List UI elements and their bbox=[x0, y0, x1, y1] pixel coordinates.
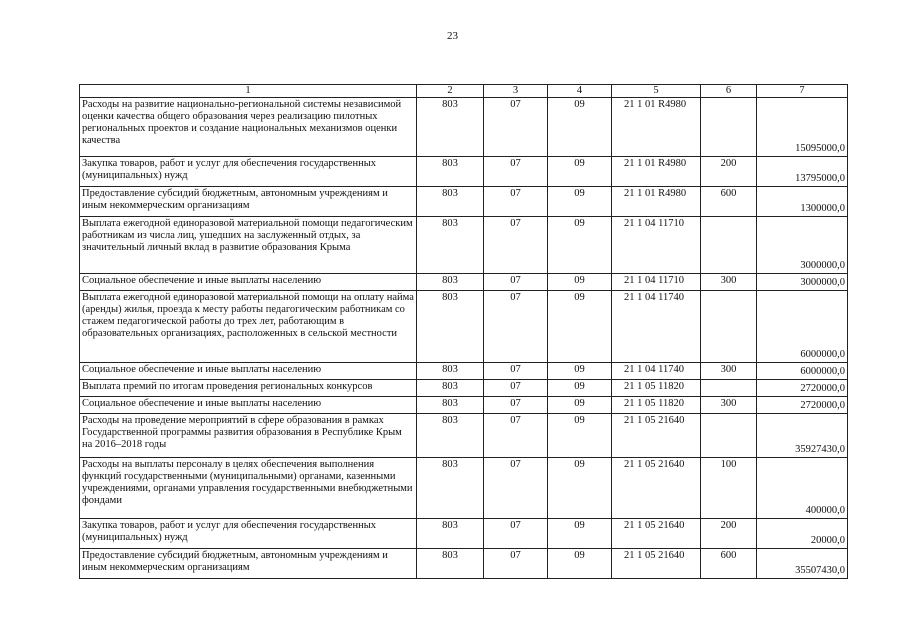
row-description: Выплата премий по итогам проведения региональных конкурсов bbox=[80, 380, 417, 397]
row-code-section: 07 bbox=[484, 519, 548, 549]
table-row bbox=[80, 291, 848, 363]
row-description: Закупка товаров, работ и услуг для обеспечения государственных (муниципальных) нужд bbox=[80, 519, 417, 549]
row-code-subsection: 09 bbox=[548, 380, 612, 397]
row-description: Закупка товаров, работ и услуг для обеспечения государственных (муниципальных) нужд bbox=[80, 157, 417, 187]
column-header: 1 bbox=[80, 85, 417, 98]
row-code-ministry: 803 bbox=[417, 187, 484, 217]
row-description: Социальное обеспечение и иные выплаты населению bbox=[80, 397, 417, 414]
row-code-ministry: 803 bbox=[417, 157, 484, 187]
row-code-expense-type: 200 bbox=[701, 519, 757, 549]
row-code-subsection: 09 bbox=[548, 519, 612, 549]
row-description: Выплата ежегодной единоразовой материальной помощи педагогическим работникам из числа лиц, ушедших на заслуженный отдых, за значительный личный вклад в развитие образования Крыма bbox=[80, 217, 417, 274]
row-code-target: 21 1 05 21640 bbox=[612, 414, 701, 458]
row-code-section: 07 bbox=[484, 187, 548, 217]
row-code-ministry: 803 bbox=[417, 217, 484, 274]
row-code-expense-type bbox=[701, 217, 757, 274]
row-code-ministry: 803 bbox=[417, 458, 484, 519]
table-row bbox=[80, 414, 848, 458]
column-number-header-row bbox=[80, 85, 848, 98]
budget-table bbox=[79, 84, 848, 579]
table-row bbox=[80, 274, 848, 291]
table-row bbox=[80, 519, 848, 549]
row-code-section: 07 bbox=[484, 274, 548, 291]
row-code-expense-type: 300 bbox=[701, 363, 757, 380]
row-code-subsection: 09 bbox=[548, 157, 612, 187]
row-amount: 2720000,0 bbox=[757, 380, 848, 397]
row-code-expense-type: 200 bbox=[701, 157, 757, 187]
row-amount: 2720000,0 bbox=[757, 397, 848, 414]
table-row bbox=[80, 187, 848, 217]
row-code-ministry: 803 bbox=[417, 549, 484, 579]
row-code-expense-type: 100 bbox=[701, 458, 757, 519]
row-code-expense-type: 300 bbox=[701, 397, 757, 414]
row-amount: 400000,0 bbox=[757, 458, 848, 519]
row-code-target: 21 1 04 11740 bbox=[612, 291, 701, 363]
row-code-section: 07 bbox=[484, 380, 548, 397]
row-amount: 6000000,0 bbox=[757, 291, 848, 363]
row-code-subsection: 09 bbox=[548, 291, 612, 363]
row-code-ministry: 803 bbox=[417, 519, 484, 549]
row-code-target: 21 1 05 21640 bbox=[612, 458, 701, 519]
row-code-subsection: 09 bbox=[548, 549, 612, 579]
row-amount: 3000000,0 bbox=[757, 274, 848, 291]
row-code-target: 21 1 05 11820 bbox=[612, 380, 701, 397]
row-code-section: 07 bbox=[484, 397, 548, 414]
table-row bbox=[80, 397, 848, 414]
row-amount: 20000,0 bbox=[757, 519, 848, 549]
row-code-ministry: 803 bbox=[417, 98, 484, 157]
row-code-section: 07 bbox=[484, 157, 548, 187]
row-code-subsection: 09 bbox=[548, 363, 612, 380]
column-header: 6 bbox=[701, 85, 757, 98]
row-code-section: 07 bbox=[484, 98, 548, 157]
row-code-section: 07 bbox=[484, 363, 548, 380]
row-code-target: 21 1 04 11710 bbox=[612, 274, 701, 291]
table-row bbox=[80, 549, 848, 579]
column-header: 5 bbox=[612, 85, 701, 98]
row-code-expense-type bbox=[701, 380, 757, 397]
row-code-ministry: 803 bbox=[417, 274, 484, 291]
page-number: 23 bbox=[447, 30, 458, 42]
row-code-ministry: 803 bbox=[417, 380, 484, 397]
table-row bbox=[80, 458, 848, 519]
row-code-ministry: 803 bbox=[417, 363, 484, 380]
row-amount: 35927430,0 bbox=[757, 414, 848, 458]
row-description: Социальное обеспечение и иные выплаты населению bbox=[80, 274, 417, 291]
row-description: Предоставление субсидий бюджетным, автономным учреждениям и иным некоммерческим организациям bbox=[80, 187, 417, 217]
column-header: 2 bbox=[417, 85, 484, 98]
row-code-target: 21 1 05 11820 bbox=[612, 397, 701, 414]
row-amount: 13795000,0 bbox=[757, 157, 848, 187]
row-code-section: 07 bbox=[484, 291, 548, 363]
row-amount: 15095000,0 bbox=[757, 98, 848, 157]
column-header: 4 bbox=[548, 85, 612, 98]
row-code-target: 21 1 01 R4980 bbox=[612, 157, 701, 187]
row-code-target: 21 1 01 R4980 bbox=[612, 98, 701, 157]
row-code-section: 07 bbox=[484, 458, 548, 519]
table-row bbox=[80, 98, 848, 157]
row-code-expense-type bbox=[701, 98, 757, 157]
row-code-target: 21 1 01 R4980 bbox=[612, 187, 701, 217]
row-amount: 1300000,0 bbox=[757, 187, 848, 217]
row-code-ministry: 803 bbox=[417, 414, 484, 458]
table-body bbox=[80, 85, 848, 579]
row-code-expense-type: 600 bbox=[701, 187, 757, 217]
column-header: 3 bbox=[484, 85, 548, 98]
row-description: Социальное обеспечение и иные выплаты населению bbox=[80, 363, 417, 380]
table-row bbox=[80, 380, 848, 397]
table-row bbox=[80, 157, 848, 187]
row-code-section: 07 bbox=[484, 414, 548, 458]
row-code-subsection: 09 bbox=[548, 414, 612, 458]
row-amount: 35507430,0 bbox=[757, 549, 848, 579]
row-code-subsection: 09 bbox=[548, 397, 612, 414]
row-description: Предоставление субсидий бюджетным, автономным учреждениям и иным некоммерческим организациям bbox=[80, 549, 417, 579]
row-code-expense-type bbox=[701, 414, 757, 458]
row-code-expense-type bbox=[701, 291, 757, 363]
row-code-section: 07 bbox=[484, 217, 548, 274]
row-code-target: 21 1 05 21640 bbox=[612, 549, 701, 579]
row-amount: 3000000,0 bbox=[757, 217, 848, 274]
row-code-subsection: 09 bbox=[548, 274, 612, 291]
row-code-section: 07 bbox=[484, 549, 548, 579]
row-description: Выплата ежегодной единоразовой материальной помощи на оплату найма (аренды) жилья, проезда к месту работы педагогическим работникам со стажем педагогической работы до трех лет, работающим в образовательных организациях, расположенных в сельской местности bbox=[80, 291, 417, 363]
row-code-subsection: 09 bbox=[548, 98, 612, 157]
row-code-ministry: 803 bbox=[417, 291, 484, 363]
table-row bbox=[80, 363, 848, 380]
row-description: Расходы на выплаты персоналу в целях обеспечения выполнения функций государственными (муниципальными) органами, казенными учреждениями, органами управления государственными внебюджетными фондами bbox=[80, 458, 417, 519]
row-code-subsection: 09 bbox=[548, 187, 612, 217]
table-row bbox=[80, 217, 848, 274]
row-code-expense-type: 300 bbox=[701, 274, 757, 291]
row-description: Расходы на развитие национально-региональной системы независимой оценки качества общего образования через реализацию пилотных региональных проектов и создание национальных механизмов оценки качества bbox=[80, 98, 417, 157]
row-code-target: 21 1 04 11740 bbox=[612, 363, 701, 380]
row-code-ministry: 803 bbox=[417, 397, 484, 414]
column-header: 7 bbox=[757, 85, 848, 98]
row-description: Расходы на проведение мероприятий в сфере образования в рамках Государственной программы развития образования в Республике Крым на 2016–2018 годы bbox=[80, 414, 417, 458]
row-code-subsection: 09 bbox=[548, 217, 612, 274]
row-code-subsection: 09 bbox=[548, 458, 612, 519]
row-code-target: 21 1 05 21640 bbox=[612, 519, 701, 549]
row-amount: 6000000,0 bbox=[757, 363, 848, 380]
row-code-expense-type: 600 bbox=[701, 549, 757, 579]
row-code-target: 21 1 04 11710 bbox=[612, 217, 701, 274]
